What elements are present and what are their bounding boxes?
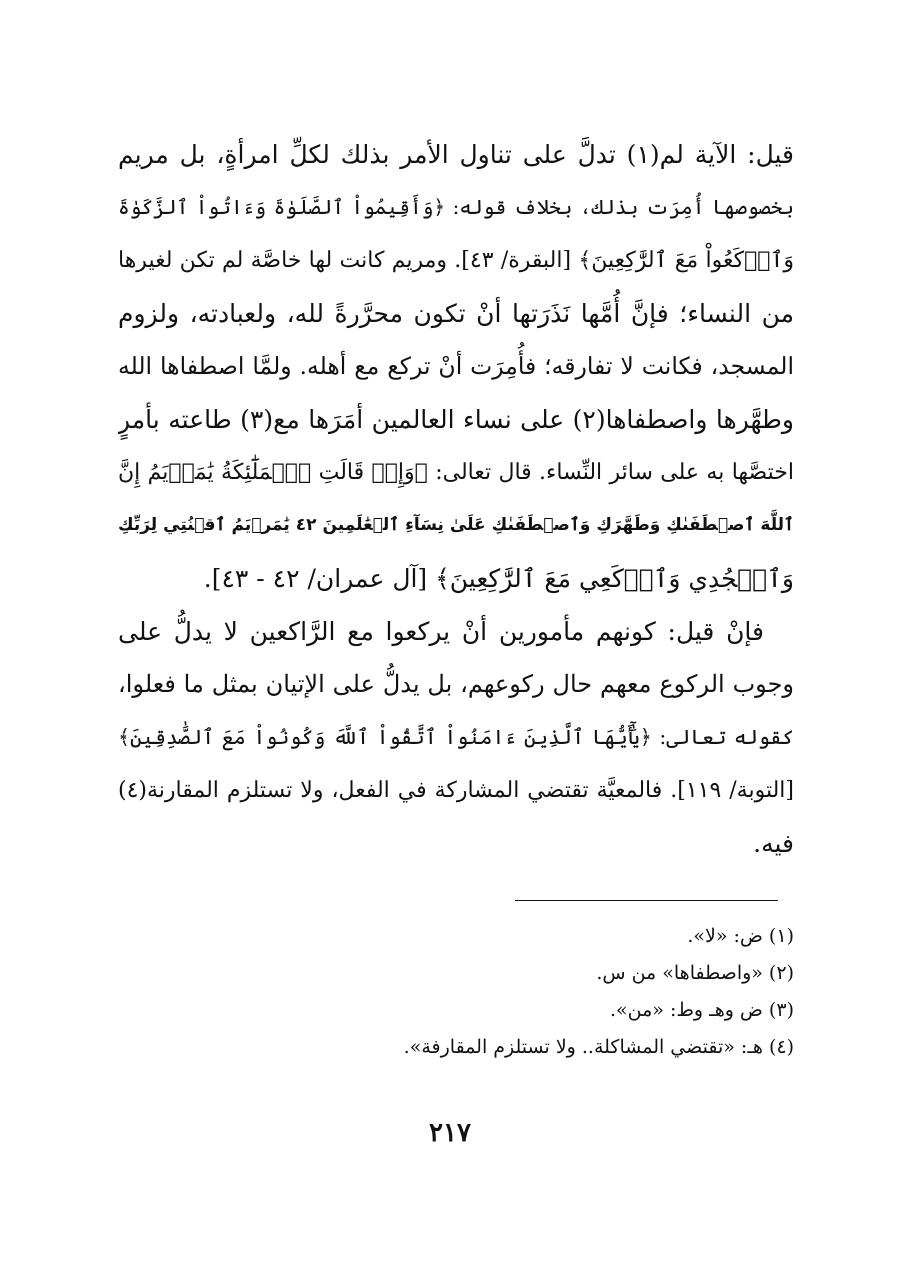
footnote-separator	[515, 900, 778, 901]
text-line: [التوبة/ ١١٩]. فالمعيَّة تقتضي المشاركة في الفعل، ولا تستلزم المقارنة(٤)	[118, 778, 794, 803]
paragraph-start-line: فإنْ قيل: كونهم مأمورين أنْ يركعوا مع الرَّاكعين لا يدلُّ على	[118, 617, 764, 646]
footnotes	[118, 918, 794, 1066]
text-line: اختصَّها به على سائر النِّساء. قال تعالى: ﴿وَإِذۡ قَالَتِ ٱلۡمَلَٰٓئِكَةُ يَٰمَرۡيَمُ إِنَّ	[118, 460, 794, 485]
text-line: قيل: الآية لم(١) تدلَّ على تناول الأمر بذلك لكلِّ امرأةٍ، بل مريم	[118, 140, 794, 169]
body-text	[118, 128, 794, 870]
text-line: المسجد، فكانت لا تفارقه؛ فأُمِرَت أنْ تركع مع أهله. ولمَّا اصطفاها الله	[118, 352, 794, 380]
quran-verse-line: ٱللَّهَ ٱصۡطَفَىٰكِ وَطَهَّرَكِ وَٱصۡطَفَىٰكِ عَلَىٰ نِسَآءِ ٱلۡعَٰلَمِينَ ٤٢ يَٰمَرۡيَمُ ٱقۡنُتِي لِرَبِّكِ	[118, 515, 794, 535]
footnote: (٢) «واصطفاها» من س.	[596, 962, 794, 984]
footnote: (١) ض: «لا».	[687, 925, 794, 947]
text-line: من النساء؛ فإنَّ أُمَّها نَذَرَتها أنْ تكون محرَّرةً لله، ولعبادته، ولزوم	[118, 299, 794, 328]
text-line: وطهَّرها واصطفاها(٢) على نساء العالمين أمَرَها مع(٣) طاعته بأمرٍ	[118, 405, 794, 434]
text-line: وَٱرۡكَعُواْ مَعَ ٱلرَّٰكِعِينَ﴾ [البقرة/ ٤٣]. ومريم كانت لها خاصَّة لم تكن لغيرها	[118, 248, 794, 273]
text-line: وجوب الركوع معهم حال ركوعهم، بل يدلُّ على الإتيان بمثل ما فعلوا،	[118, 670, 794, 698]
text-line: بخصوصها أُمِرَت بذلك، بخلاف قوله: ﴿وَأَقِيمُواْ ٱلصَّلَوٰةَ وَءَاتُواْ ٱلزَّكَوٰةَ	[118, 195, 794, 219]
text-line: فيه.	[753, 829, 794, 858]
text-line: وَٱسۡجُدِي وَٱرۡكَعِي مَعَ ٱلرَّٰكِعِينَ﴾ [آل عمران/ ٤٢ - ٤٣].	[203, 564, 794, 593]
footnote: (٤) هـ: «تقتضي المشاكلة.. ولا تستلزم المقارفة».	[403, 1036, 794, 1058]
page-number: ٢١٧	[429, 1118, 471, 1148]
footnote: (٣) ض وهـ وط: «من».	[609, 999, 794, 1021]
text-line: كقوله تعالى: ﴿يَٰٓأَيُّهَا ٱلَّذِينَ ءَامَنُواْ ٱتَّقُواْ ٱللَّهَ وَكُونُواْ مَعَ ٱلصَّٰدِقِينَ﴾	[118, 725, 794, 749]
